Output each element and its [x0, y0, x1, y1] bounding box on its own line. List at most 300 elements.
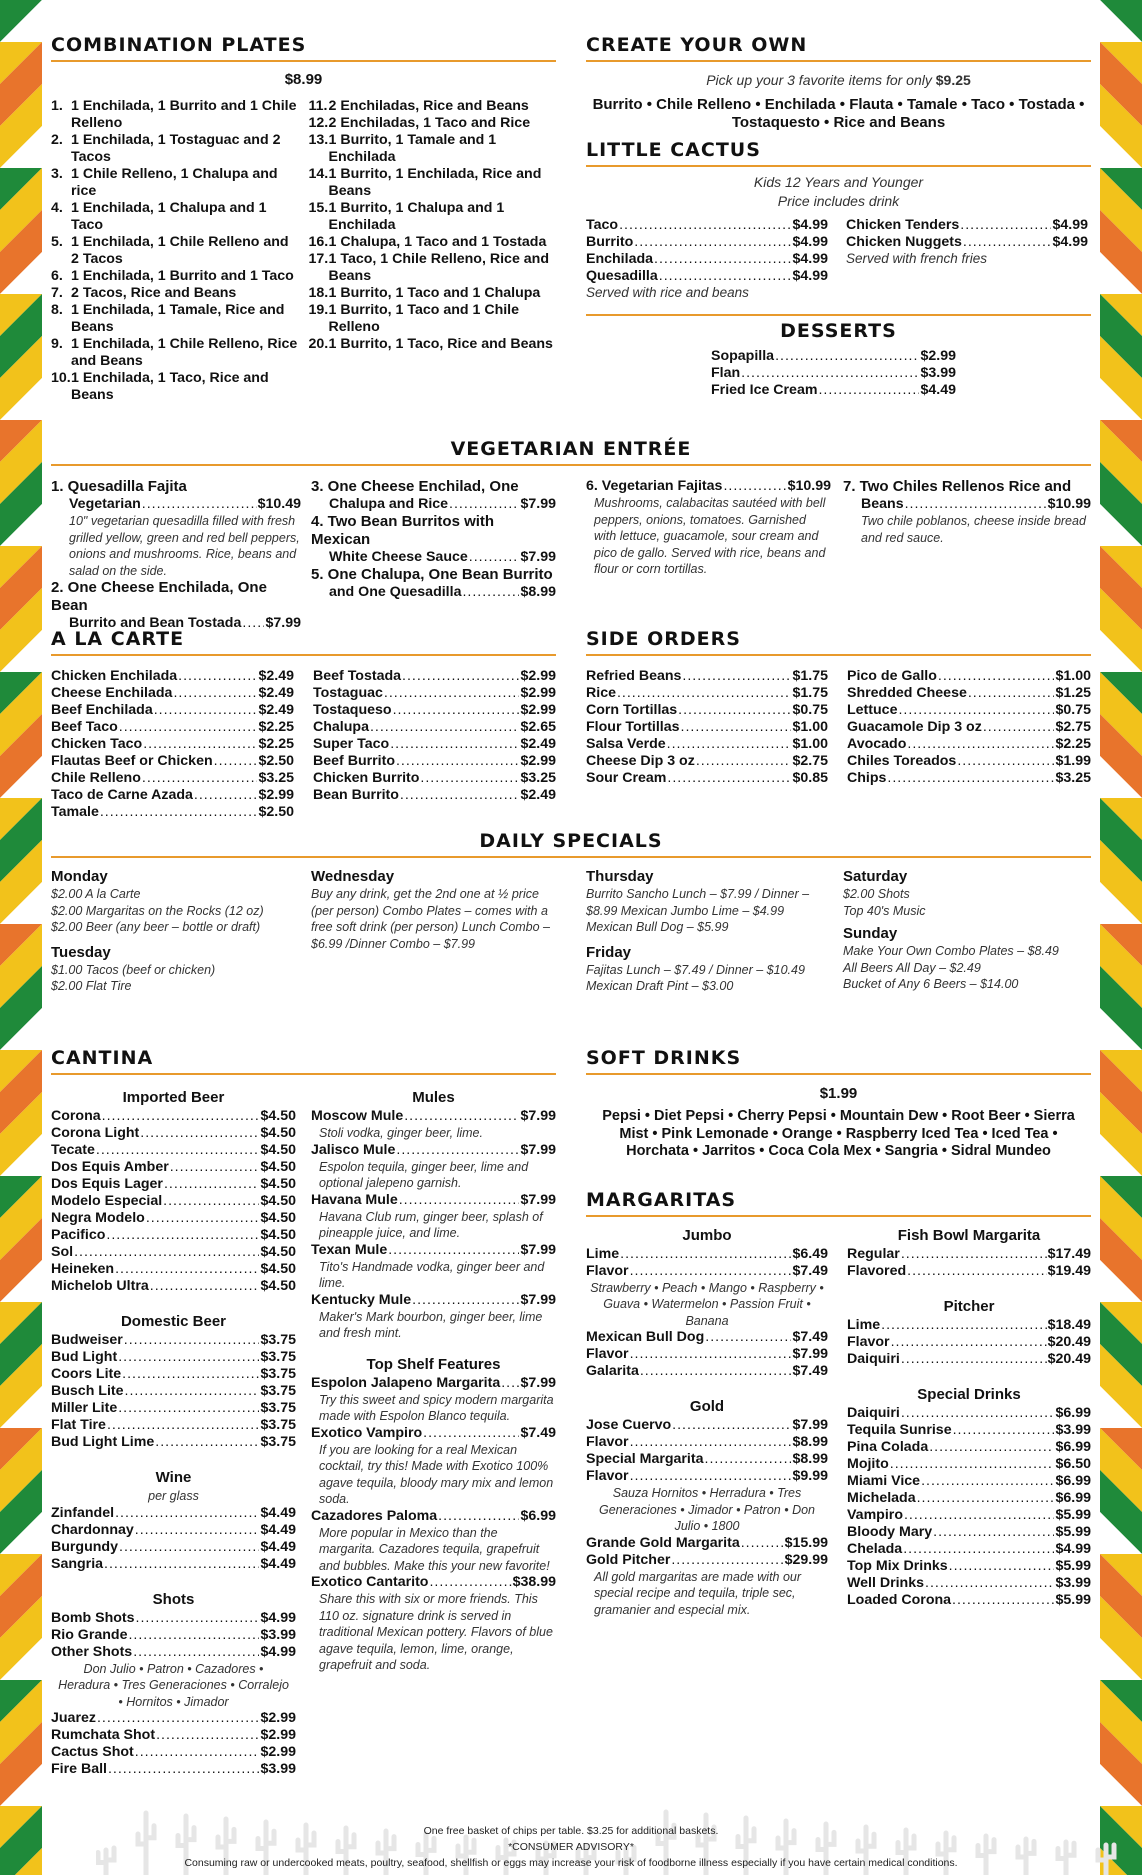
item-price: $3.75: [260, 1383, 296, 1399]
menu-item: [51, 1366, 296, 1383]
combo-number: 14.: [308, 166, 329, 182]
item-price: $6.99: [1055, 1472, 1091, 1489]
item-name: Tamale: [51, 804, 99, 820]
veg-4-name-cont: White Cheese Sauce: [329, 549, 468, 565]
combo-item: [51, 200, 299, 234]
menu-item: [51, 1176, 296, 1193]
cactus-silhouette: [1098, 1845, 1114, 1875]
item-name: Flavor: [586, 1262, 629, 1279]
menu-item: [51, 736, 294, 753]
item-name: Michelob Ultra: [51, 1278, 149, 1294]
menu-item: [711, 382, 956, 399]
item-name: Bud Light: [51, 1349, 118, 1365]
menu-item: [586, 1468, 828, 1485]
side-orders-title: SIDE ORDERS: [586, 628, 1091, 656]
friday-line-1: Fajitas Lunch – $7.49 / Dinner – $10.49: [586, 962, 805, 977]
veg-item-1: [51, 478, 301, 632]
item-price: $1.75: [792, 685, 828, 701]
menu-item: [51, 1193, 296, 1210]
menu-item: [586, 1246, 828, 1263]
item-price: $4.49: [260, 1521, 296, 1538]
menu-item: [847, 1439, 1091, 1456]
item-price: $29.99: [784, 1551, 828, 1568]
item-name: Flavor: [586, 1346, 629, 1362]
item-price: $20.49: [1047, 1333, 1091, 1350]
menu-item: [51, 1244, 296, 1261]
item-name: Flautas Beef or Chicken: [51, 753, 213, 769]
sides-list-right: [847, 668, 1091, 787]
item-price: $2.49: [258, 668, 294, 684]
combo-number: 5.: [51, 234, 63, 250]
item-name: Grande Gold Margarita: [586, 1534, 740, 1551]
combo-desc: 1 Burrito, 1 Taco, Rice and Beans: [328, 336, 553, 352]
item-price: $4.50: [260, 1278, 296, 1294]
item-price: $1.75: [792, 668, 828, 684]
top-3-name: Cazadores Paloma: [311, 1507, 438, 1524]
item-price: $4.99: [1052, 217, 1088, 233]
item-price: $7.49: [792, 1363, 828, 1379]
mule-2-price: $7.99: [520, 1141, 556, 1158]
menu-item: [847, 1490, 1091, 1507]
menu-item: [51, 1332, 296, 1349]
combo-item: [309, 98, 557, 115]
item-name: Miami Vice: [847, 1472, 921, 1489]
item-name: Corn Tortillas: [586, 702, 678, 718]
shots-note: Don Julio • Patron • Cazadores • Heradura • Tres Generaciones • Corralejo • Hornitos • Jimador: [58, 1661, 289, 1709]
menu-item: [586, 234, 828, 251]
item-name: Chelada: [847, 1540, 903, 1557]
jumbo-list-2: [586, 1329, 828, 1380]
item-price: $2.99: [260, 1727, 296, 1743]
top-3-desc: More popular in Mexico than the margarita. Cazadores tequila, grapefruit and bubbles. Make this your new favorite!: [319, 1525, 550, 1573]
combo-desc: 1 Enchilada, 1 Burrito and 1 Chile Relleno: [71, 98, 297, 131]
fish-bowl-list: [847, 1246, 1091, 1280]
combo-desc: 1 Burrito, 1 Taco and 1 Chalupa: [328, 285, 541, 301]
menu-item: [847, 1334, 1091, 1351]
combo-item: [309, 166, 557, 200]
item-name: Shredded Cheese: [847, 685, 967, 701]
item-price: $8.99: [792, 1434, 828, 1450]
combo-desc: 1 Enchilada, 1 Chile Relleno, Rice and Beans: [71, 336, 298, 369]
veg-1-desc: 10" vegetarian quesadilla filled with fresh grilled yellow, green and red bell peppers, onions and mushrooms. Rice, beans and salad on the side.: [69, 514, 300, 578]
saturday-line-1: $2.00 Shots: [843, 887, 910, 901]
item-name: Taco: [586, 217, 619, 233]
item-name: Beef Burrito: [313, 753, 395, 769]
item-name: Chips: [847, 770, 887, 786]
item-price: $7.49: [792, 1262, 828, 1279]
veg-7-name: 7. Two Chiles Rellenos Rice and: [843, 478, 1072, 495]
item-name: Pina Colada: [847, 1438, 929, 1455]
veg-7-desc: Two chile poblanos, cheese inside bread and red sauce.: [861, 514, 1086, 545]
item-name: Beef Enchilada: [51, 702, 153, 718]
shots-list-2: [51, 1710, 296, 1778]
menu-item: [586, 251, 828, 268]
item-name: Burrito: [586, 234, 634, 250]
item-name: Cactus Shot: [51, 1744, 134, 1760]
soft-drinks-items: Pepsi • Diet Pepsi • Cherry Pepsi • Mountain Dew • Root Beer • Sierra Mist • Pink Lemonade • Orange • Raspberry Iced Tea • Iced Tea • Horchata • Jarritos • Coca Cola Mex • Sangria • Sidral Mundeo: [602, 1108, 1075, 1159]
create-note: Pick up your 3 favorite items for only: [706, 72, 932, 88]
jumbo-title: Jumbo: [682, 1226, 732, 1244]
item-name: Busch Lite: [51, 1383, 124, 1399]
combo-desc: 1 Burrito, 1 Chalupa and 1 Enchilada: [328, 200, 505, 233]
item-name: Beef Taco: [51, 719, 118, 735]
gold-note: Sauza Hornitos • Herradura • Tres Generaciones • Jimador • Patron • Don Julio • 1800: [598, 1486, 815, 1533]
vegetarian-title: VEGETARIAN ENTRÉE: [450, 438, 692, 460]
menu-item: [586, 1363, 828, 1380]
item-name: Heineken: [51, 1261, 115, 1277]
combo-desc: 1 Burrito, 1 Tamale and 1 Enchilada: [328, 132, 497, 165]
menu-item: [51, 1434, 296, 1451]
veg-items-3-5: [311, 478, 556, 601]
create-price: $9.25: [935, 72, 971, 88]
item-name: Refried Beans: [586, 668, 682, 684]
item-name: Miller Lite: [51, 1400, 118, 1416]
top-4-desc: Share this with six or more friends. This 110 oz. signature drink is served in traditional Mexican pottery. Flavors of blue agave tequila, lemon, lime, orange, grapefruit and soda.: [319, 1592, 553, 1672]
combo-number: 13.: [308, 132, 329, 148]
item-price: $4.50: [260, 1193, 296, 1209]
menu-item: [313, 668, 556, 685]
item-price: $6.49: [792, 1245, 828, 1262]
item-price: $3.75: [260, 1332, 296, 1348]
item-name: Flat Tire: [51, 1417, 106, 1433]
a-la-carte-section: [51, 628, 556, 821]
cactus-list-left: [586, 217, 828, 285]
menu-item: [847, 753, 1091, 770]
wednesday-label: Wednesday: [311, 868, 395, 885]
menu-item: [51, 685, 294, 702]
combo-number: 12.: [308, 115, 329, 131]
item-name: Avocado: [847, 736, 907, 752]
menu-item: [51, 1108, 296, 1125]
item-name: Michelada: [847, 1489, 916, 1506]
menu-item: [847, 1351, 1091, 1368]
menu-item: [313, 753, 556, 770]
consumer-advisory-title: *CONSUMER ADVISORY*: [508, 1841, 634, 1853]
cactus-left-note: Served with rice and beans: [586, 285, 749, 300]
item-price: $1.00: [792, 736, 828, 752]
menu-item: [51, 1744, 296, 1761]
wine-list: [51, 1505, 296, 1573]
combo-item: [309, 302, 557, 336]
item-name: Enchilada: [586, 251, 654, 267]
item-name: Top Mix Drinks: [847, 1557, 948, 1574]
menu-item: [586, 1346, 828, 1363]
wine-title: Wine: [155, 1469, 192, 1486]
combo-item: [51, 370, 299, 404]
combo-item: [309, 285, 557, 302]
item-price: $3.75: [260, 1434, 296, 1450]
menu-item: [847, 1507, 1091, 1524]
menu-item: [847, 1456, 1091, 1473]
item-price: $7.49: [792, 1329, 828, 1345]
item-name: Cheese Dip 3 oz: [586, 753, 695, 769]
carte-list-left: [51, 668, 294, 821]
combination-title: COMBINATION PLATES: [51, 34, 556, 62]
item-name: Lime: [586, 1245, 620, 1262]
veg-5-name: 5. One Chalupa, One Bean Burrito: [311, 566, 553, 583]
jumbo-list: [586, 1246, 828, 1280]
item-name: Flavor: [847, 1333, 890, 1350]
cactus-note-drink: Price includes drink: [777, 193, 900, 209]
mule-1-name: Moscow Mule: [311, 1108, 404, 1124]
top-1-desc: Try this sweet and spicy modern margarita made with Espolon Blanco tequila.: [319, 1392, 554, 1423]
chips-note: One free basket of chips per table. $3.25 for additional baskets.: [423, 1825, 719, 1837]
veg-5-name-cont: and One Quesadilla: [329, 584, 462, 600]
veg-item-6: [586, 478, 831, 578]
menu-item: [51, 1159, 296, 1176]
item-name: Super Taco: [313, 736, 390, 752]
item-price: $4.99: [260, 1643, 296, 1660]
left-decorative-border: [0, 0, 42, 1875]
menu-item: [51, 1610, 296, 1627]
menu-item: [51, 1644, 296, 1661]
item-price: $3.99: [1055, 1421, 1091, 1438]
item-price: $1.00: [1055, 668, 1091, 684]
item-name: Sangria: [51, 1555, 104, 1572]
menu-item: [586, 685, 828, 702]
menu-item: [586, 1417, 828, 1434]
a-la-carte-title: A LA CARTE: [51, 628, 556, 656]
item-price: $4.49: [260, 1538, 296, 1555]
menu-item: [51, 1227, 296, 1244]
item-price: $1.25: [1055, 685, 1091, 701]
menu-item: [847, 1263, 1091, 1280]
mule-3-price: $7.99: [520, 1191, 556, 1208]
item-price: $5.99: [1055, 1591, 1091, 1608]
item-name: Gold Pitcher: [586, 1551, 671, 1568]
menu-item: [586, 770, 828, 787]
desserts-title: DESSERTS: [780, 319, 897, 342]
combo-desc: 1 Chile Relleno, 1 Chalupa and rice: [71, 166, 278, 199]
top-2-desc: If you are looking for a real Mexican cocktail, try this! Made with Exotico 100% agave tequila, bloody mary mix and lemon soda.: [319, 1442, 554, 1506]
item-price: $15.99: [784, 1534, 828, 1551]
wednesday-text: Buy any drink, get the 2nd one at ½ price (per person) Combo Plates – comes with a free soft drink (per person) Lunch Combo – $6.99 /Dinner Combo – $7.99: [311, 887, 551, 951]
combo-item: [309, 251, 557, 285]
menu-item: [51, 1539, 296, 1556]
item-name: Bloody Mary: [847, 1523, 933, 1540]
item-name: Dos Equis Lager: [51, 1176, 163, 1192]
item-price: $2.25: [258, 736, 294, 752]
mule-1-price: $7.99: [520, 1108, 556, 1124]
menu-item: [586, 217, 828, 234]
item-price: $4.99: [792, 234, 828, 250]
margaritas-title: MARGARITAS: [586, 1189, 1091, 1217]
veg-1-name-cont: Vegetarian: [69, 496, 141, 512]
menu-item: [51, 753, 294, 770]
item-name: Corona Light: [51, 1125, 140, 1141]
menu-item: [51, 1400, 296, 1417]
item-price: $4.50: [260, 1108, 296, 1124]
saturday-label: Saturday: [843, 868, 908, 885]
item-price: $2.75: [792, 753, 828, 769]
item-name: Cheese Enchilada: [51, 685, 173, 701]
menu-item: [847, 1592, 1091, 1609]
menu-item: [51, 1278, 296, 1295]
pitcher-list: [847, 1317, 1091, 1368]
top-1-name: Espolon Jalapeno Margarita: [311, 1374, 501, 1391]
item-price: $3.75: [260, 1400, 296, 1416]
item-name: Chile Relleno: [51, 770, 141, 786]
little-cactus-title: LITTLE CACTUS: [586, 139, 1091, 167]
imported-beer-title: Imported Beer: [122, 1089, 225, 1106]
item-price: $9.99: [792, 1468, 828, 1484]
combo-desc: 1 Enchilada, 1 Chalupa and 1 Taco: [71, 200, 267, 233]
item-price: $4.50: [260, 1125, 296, 1141]
top-2-name: Exotico Vampiro: [311, 1424, 423, 1441]
mule-5-desc: Maker's Mark bourbon, ginger beer, lime and fresh mint.: [319, 1309, 543, 1340]
menu-item: [313, 787, 556, 804]
item-price: $8.99: [792, 1451, 828, 1467]
item-price: $3.99: [260, 1626, 296, 1643]
combination-list-right: [309, 98, 557, 404]
item-price: $4.50: [260, 1244, 296, 1260]
menu-item: [847, 1422, 1091, 1439]
mule-2-name: Jalisco Mule: [311, 1141, 396, 1158]
item-price: $3.75: [260, 1366, 296, 1382]
item-name: Bud Light Lime: [51, 1434, 155, 1450]
item-name: Bean Burrito: [313, 787, 399, 803]
item-price: $3.25: [1055, 770, 1091, 786]
combo-number: 6.: [51, 268, 63, 284]
combo-number: 3.: [51, 166, 63, 182]
menu-item: [846, 217, 1088, 234]
right-decorative-border: [1100, 0, 1142, 1875]
item-price: $4.50: [260, 1227, 296, 1243]
item-name: Lettuce: [847, 702, 898, 718]
item-name: Rio Grande: [51, 1626, 128, 1643]
item-price: $3.25: [520, 770, 556, 786]
item-name: Pico de Gallo: [847, 668, 937, 684]
item-price: $5.99: [1055, 1557, 1091, 1574]
combo-number: 2.: [51, 132, 63, 148]
item-price: $2.50: [258, 753, 294, 769]
sunday-line-3: Bucket of Any 6 Beers – $14.00: [843, 977, 1019, 991]
combo-item: [309, 115, 557, 132]
item-name: Negra Modelo: [51, 1210, 145, 1226]
menu-item: [51, 770, 294, 787]
menu-item: [847, 1473, 1091, 1490]
create-title: CREATE YOUR OWN: [586, 34, 1091, 62]
item-name: Mexican Bull Dog: [586, 1329, 705, 1345]
item-name: Burgundy: [51, 1538, 118, 1555]
cantina-title: CANTINA: [51, 1047, 556, 1075]
mule-4-name: Texan Mule: [311, 1241, 388, 1258]
item-name: Chardonnay: [51, 1521, 134, 1538]
item-price: $2.99: [920, 347, 956, 364]
menu-item: [586, 668, 828, 685]
combo-item: [51, 268, 299, 285]
item-price: $4.99: [792, 251, 828, 267]
item-name: Chicken Tenders: [846, 217, 960, 233]
wine-note: per glass: [148, 1489, 199, 1503]
item-name: Daiquiri: [847, 1404, 900, 1421]
item-price: $6.50: [1055, 1455, 1091, 1472]
veg-6-desc: Mushrooms, calabacitas sautéed with bell peppers, onions, tomatoes. Garnished with lettuce, guacamole, sour cream and pico de gallo. Served with rice, beans and flour or corn tortillas.: [594, 496, 826, 576]
menu-item: [847, 668, 1091, 685]
veg-6-price: $10.99: [787, 478, 831, 494]
top-shelf-title: Top Shelf Features: [366, 1355, 501, 1373]
menu-item: [51, 1727, 296, 1744]
cactus-list-right: [846, 217, 1088, 251]
combo-item: [51, 302, 299, 336]
item-price: $2.49: [258, 702, 294, 718]
item-price: $0.85: [792, 770, 828, 786]
mule-4-price: $7.99: [520, 1241, 556, 1258]
combo-item: [309, 336, 557, 353]
menu-item: [586, 268, 828, 285]
item-price: $3.99: [260, 1761, 296, 1777]
item-price: $2.99: [260, 1744, 296, 1760]
menu-item: [51, 1710, 296, 1727]
menu-item: [313, 685, 556, 702]
combo-desc: 1 Enchilada, 1 Burrito and 1 Taco: [71, 268, 294, 284]
monday-line-1: $2.00 A la Carte: [51, 887, 141, 901]
item-name: Mojito: [847, 1455, 889, 1472]
item-name: Sol: [51, 1244, 74, 1260]
item-name: Special Margarita: [586, 1451, 704, 1467]
menu-item: [847, 702, 1091, 719]
item-name: Flavor: [586, 1434, 629, 1450]
menu-item: [847, 1541, 1091, 1558]
combo-number: 11.: [308, 98, 328, 114]
domestic-beer-list: [51, 1332, 296, 1451]
item-name: Chicken Nuggets: [846, 234, 962, 250]
daily-wed: [311, 868, 556, 952]
combo-item: [309, 200, 557, 234]
item-price: $2.75: [1055, 719, 1091, 735]
combo-number: 17.: [308, 251, 329, 267]
friday-label: Friday: [586, 943, 632, 961]
menu-item: [847, 1405, 1091, 1422]
item-name: Galarita: [586, 1363, 639, 1379]
item-price: $3.75: [260, 1349, 296, 1365]
item-price: $4.99: [1055, 1540, 1091, 1557]
item-price: $1.00: [792, 719, 828, 735]
fish-bowl-title: Fish Bowl Margarita: [897, 1226, 1041, 1244]
tuesday-line-1: $1.00 Tacos (beef or chicken): [51, 962, 216, 977]
item-price: $5.99: [1055, 1506, 1091, 1523]
menu-item: [847, 685, 1091, 702]
item-price: $17.49: [1047, 1245, 1091, 1262]
item-name: Flour Tortillas: [586, 719, 680, 735]
combo-item: [51, 234, 299, 268]
combination-section: [51, 34, 556, 404]
combo-item: [51, 285, 299, 302]
item-price: $4.99: [1052, 234, 1088, 250]
menu-item: [847, 1575, 1091, 1592]
imported-beer-list: [51, 1108, 296, 1295]
combo-desc: 1 Burrito, 1 Taco and 1 Chile Relleno: [328, 302, 520, 335]
menu-item: [51, 1627, 296, 1644]
item-price: $2.50: [258, 804, 294, 820]
side-orders-section: [586, 628, 1091, 787]
item-name: Chiles Toreados: [847, 753, 957, 769]
item-name: Tequila Sunrise: [847, 1421, 952, 1438]
menu-item: [51, 1417, 296, 1434]
soft-drinks-section: [586, 1047, 1091, 1618]
menu-item: [586, 702, 828, 719]
veg-3-name-cont: Chalupa and Rice: [329, 496, 449, 512]
combo-number: 9.: [51, 336, 63, 352]
menu-item: [847, 1524, 1091, 1541]
mule-2-desc: Espolon tequila, ginger beer, lime and optional jalepeno garnish.: [319, 1159, 529, 1190]
menu-item: [51, 1210, 296, 1227]
shots-list: [51, 1610, 296, 1661]
combo-item: [51, 98, 299, 132]
item-name: Chicken Burrito: [313, 770, 420, 786]
item-price: $6.99: [1055, 1438, 1091, 1455]
item-price: $2.25: [1055, 736, 1091, 752]
